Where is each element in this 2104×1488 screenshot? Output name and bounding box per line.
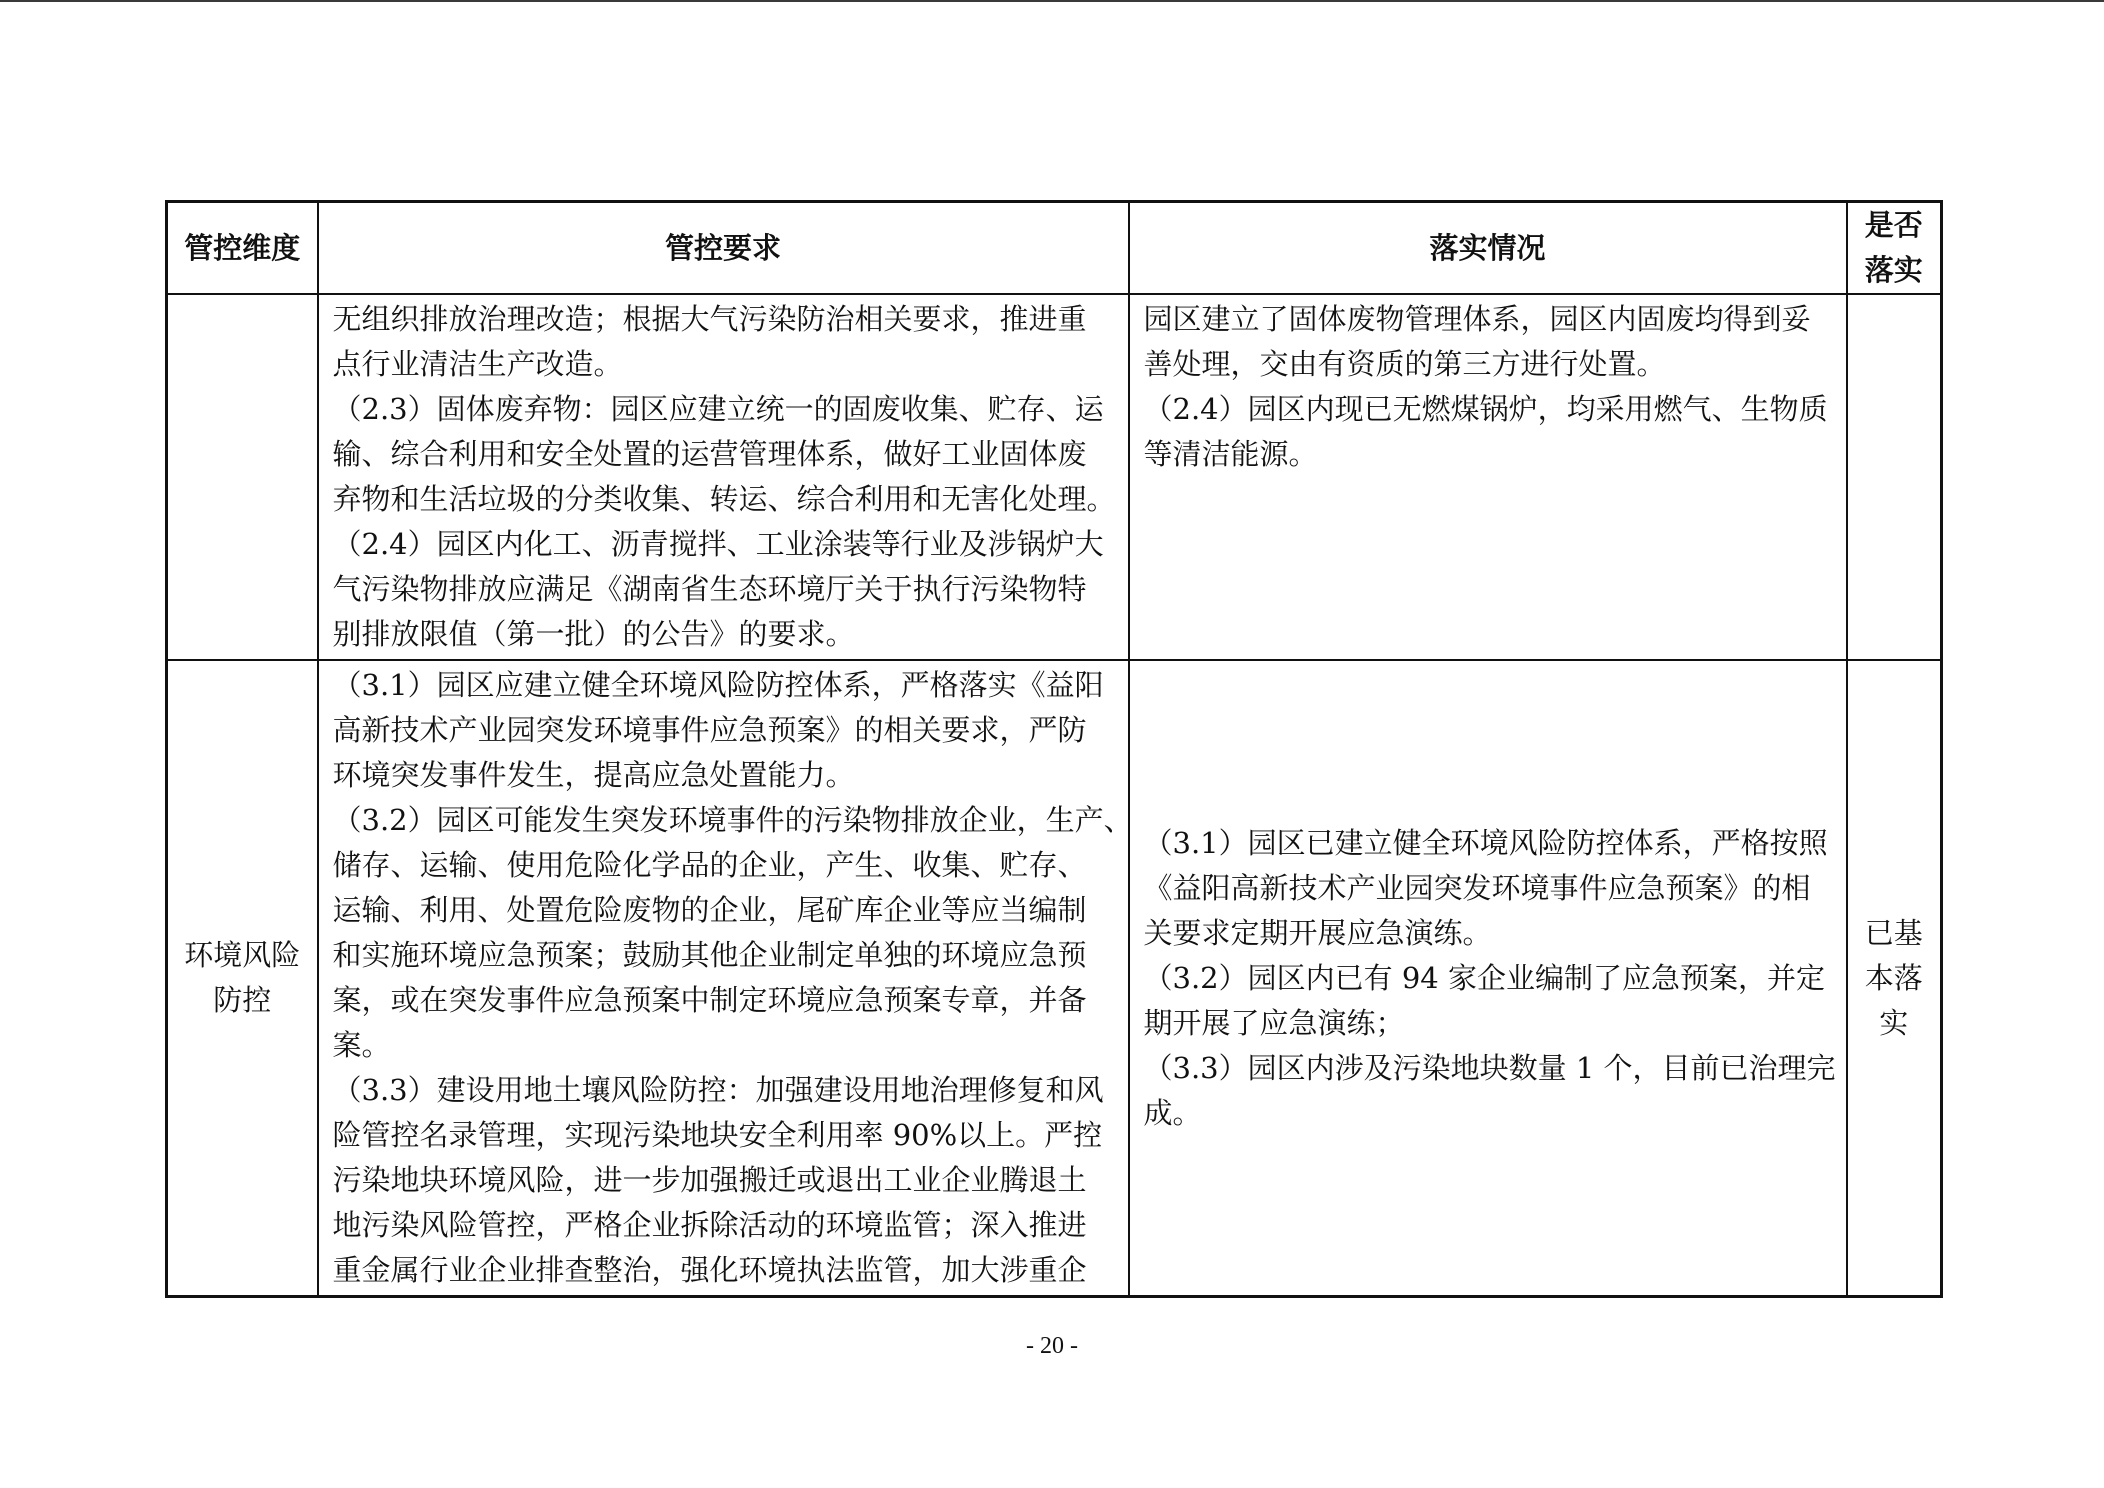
table-header-row	[167, 202, 1942, 295]
cell-control-dimension: 环境风险 防控	[167, 660, 318, 1297]
implementation-line: （3.1）园区已建立健全环境风险防控体系，严格按照	[1143, 825, 1828, 860]
requirement-line: （2.3）固体废弃物：园区应建立统一的固废收集、贮存、运	[332, 392, 1104, 426]
requirement-line: 储存、运输、使用危险化学品的企业，产生、收集、贮存、	[332, 848, 1087, 882]
table-row	[167, 660, 1942, 1297]
requirement-line: 地污染风险管控，严格企业拆除活动的环境监管；深入推进	[332, 1208, 1087, 1242]
table-row	[167, 294, 1942, 660]
requirement-line: （3.2）园区可能发生突发环境事件的污染物排放企业，生产、	[332, 803, 1133, 837]
header-is-implemented: 是否 落实	[1847, 202, 1942, 295]
requirement-line: （3.1）园区应建立健全环境风险防控体系，严格落实《益阳	[332, 668, 1104, 702]
requirement-line: 高新技术产业园突发环境事件应急预案》的相关要求，严防	[332, 713, 1087, 747]
requirement-line: 环境突发事件发生，提高应急处置能力。	[332, 758, 855, 792]
implementation-line: 期开展了应急演练；	[1143, 1005, 1405, 1040]
top-border-line	[0, 0, 2104, 2]
implementation-line: 园区建立了固体废物管理体系，园区内固废均得到妥	[1143, 302, 1811, 336]
implementation-line: 《益阳高新技术产业园突发环境事件应急预案》的相	[1143, 870, 1811, 905]
implementation-line: 成。	[1143, 1095, 1202, 1130]
requirement-line: 案，或在突发事件应急预案中制定环境应急预案专章，并备	[332, 983, 1087, 1017]
requirement-line: 弃物和生活垃圾的分类收集、转运、综合利用和无害化处理。	[332, 482, 1116, 516]
control-requirements-table	[165, 200, 1943, 1298]
requirement-line: （2.4）园区内化工、沥青搅拌、工业涂装等行业及涉锅炉大	[332, 527, 1104, 561]
cell-implementation	[1129, 294, 1847, 660]
requirement-line: 无组织排放治理改造；根据大气污染防治相关要求，推进重	[332, 302, 1087, 336]
implementation-line: （2.4）园区内现已无燃煤锅炉，均采用燃气、生物质	[1143, 392, 1828, 426]
implementation-line: 善处理，交由有资质的第三方进行处置。	[1143, 347, 1666, 381]
implementation-line: （3.3）园区内涉及污染地块数量 1 个，目前已治理完	[1143, 1050, 1836, 1085]
implementation-line: 关要求定期开展应急演练。	[1143, 915, 1492, 950]
requirement-line: 和实施环境应急预案；鼓励其他企业制定单独的环境应急预	[332, 938, 1087, 972]
cell-control-requirement	[318, 294, 1129, 660]
cell-control-requirement	[318, 660, 1133, 1297]
requirement-line: （3.3）建设用地土壤风险防控：加强建设用地治理修复和风	[332, 1073, 1104, 1107]
requirement-line: 气污染物排放应满足《湖南省生态环境厅关于执行污染物特	[332, 572, 1087, 606]
requirement-line: 案。	[332, 1028, 391, 1062]
requirement-line: 重金属行业企业排查整治，强化环境执法监管，加大涉重企	[332, 1253, 1087, 1287]
page-number: - 20 -	[1026, 1333, 1078, 1359]
cell-is-implemented: 已基 本落 实	[1847, 660, 1942, 1297]
requirement-line: 运输、利用、处置危险废物的企业，尾矿库企业等应当编制	[332, 893, 1087, 927]
cell-implementation	[1129, 660, 1847, 1297]
cell-control-dimension	[167, 294, 318, 660]
requirement-line: 污染地块环境风险，进一步加强搬迁或退出工业企业腾退土	[332, 1163, 1087, 1197]
requirement-line: 输、综合利用和安全处置的运营管理体系，做好工业固体废	[332, 437, 1087, 471]
implementation-line: 等清洁能源。	[1143, 437, 1318, 471]
cell-is-implemented	[1847, 294, 1942, 660]
requirement-line: 险管控名录管理，实现污染地块安全利用率 90%以上。严控	[332, 1118, 1103, 1152]
implementation-line: （3.2）园区内已有 94 家企业编制了应急预案，并定	[1143, 960, 1825, 995]
header-control-requirement: 管控要求	[318, 202, 1129, 295]
requirement-line: 别排放限值（第一批）的公告》的要求。	[332, 617, 855, 651]
requirement-line: 点行业清洁生产改造。	[332, 347, 623, 381]
header-implementation: 落实情况	[1129, 202, 1847, 295]
header-control-dimension: 管控维度	[167, 202, 318, 295]
